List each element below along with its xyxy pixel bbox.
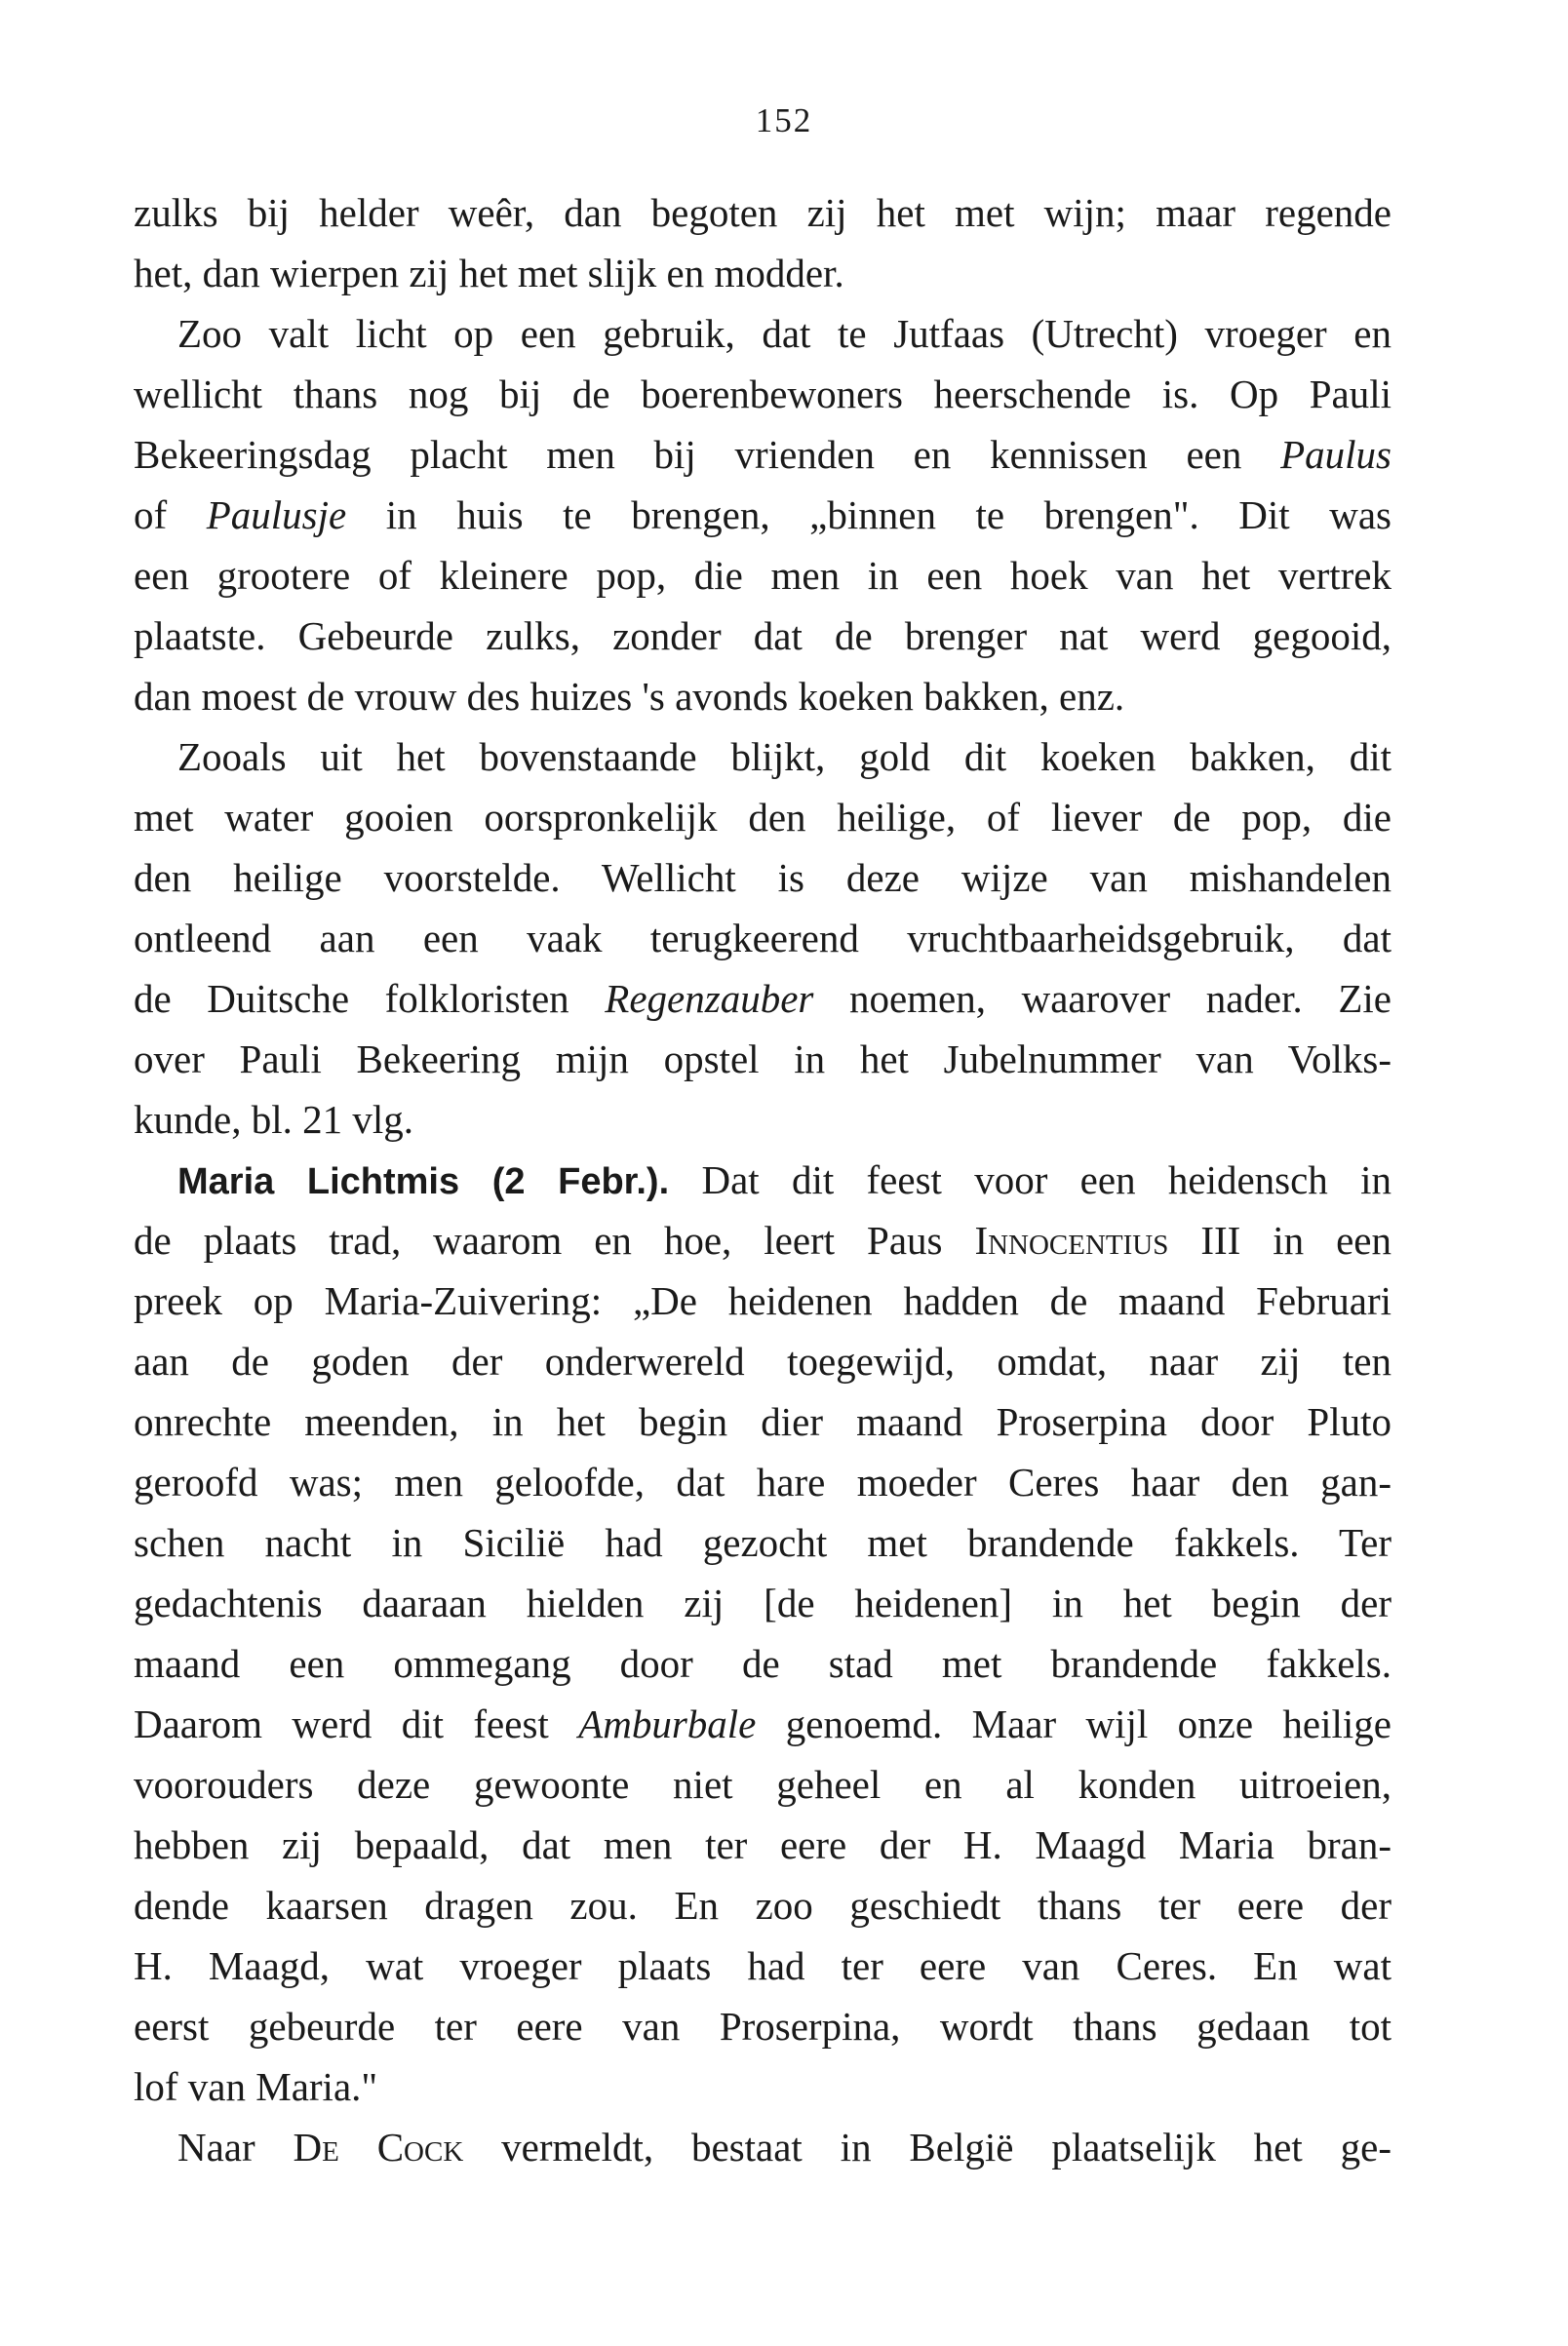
text-line [134,1029,1392,1089]
text-run: preek op Maria-Zuivering: „De heidenen hadden de maand Februari [134,1278,1392,1323]
text-run: over Pauli Bekeering mijn opstel in het Jubelnummer van Volks- [134,1036,1392,1081]
text-line [134,1452,1392,1512]
text-run: de Duitsche folkloristen [134,976,606,1021]
text-run: zulks bij helder weêr, dan begoten zij het met wijn; maar regende [134,190,1392,235]
text-line [134,545,1392,606]
text-line [134,182,1392,243]
text-line [177,2117,1392,2177]
text-run: gedachtenis daaraan hielden zij [de heidenen] in het begin der [134,1581,1392,1625]
text-line [134,1512,1392,1573]
italic-term: Paulusje [206,492,347,537]
text-run: noemen, waarover nader. Zie [813,976,1392,1021]
text-line [134,1633,1392,1694]
text-line [134,968,1392,1029]
text-line [134,1875,1392,1935]
text-line [134,1935,1392,1996]
text-line [134,1089,1392,1150]
text-run: het, dan wierpen zij het met slijk en modder. [134,251,844,295]
text-run: maand een ommegang door de stad met brandende fakkels. [134,1641,1392,1686]
text-run: H. Maagd, wat vroeger plaats had ter eere van Ceres. En wat [134,1943,1392,1988]
italic-term: Amburbale [578,1701,757,1746]
text-run: plaatste. Gebeurde zulks, zonder dat de brenger nat werd gegooid, [134,613,1392,658]
text-run: kunde, bl. 21 vlg. [134,1097,413,1142]
text-line [134,666,1392,726]
text-run: of [134,492,207,537]
text-run: Naar [177,2125,294,2170]
text-run: Zoo valt licht op een gebruik, dat te Jutfaas (Utrecht) vroeger en [177,311,1392,356]
text-line [134,1996,1392,2056]
text-run: een grootere of kleinere pop, die men in een hoek van het vertrek [134,553,1392,598]
text-run: vermeldt, bestaat in België plaatselijk het ge- [463,2125,1392,2170]
text-run: dan moest de vrouw des huizes 's avonds koeken bakken, enz. [134,674,1125,719]
text-run: dende kaarsen dragen zou. En zoo geschiedt thans ter eere der [134,1883,1392,1928]
text-run: III in een [1168,1218,1392,1263]
text-line [177,726,1392,787]
text-run: de plaats trad, waarom en hoe, leert Paus [134,1218,975,1263]
text-run: schen nacht in Sicilië had gezocht met brandende fakkels. Ter [134,1520,1392,1565]
text-run: ontleend aan een vaak terugkeerend vruchtbaarheidsgebruik, dat [134,916,1392,960]
page-number: 152 [755,101,813,139]
text-run: geroofd was; men geloofde, dat hare moeder Ceres haar den gan- [134,1460,1392,1505]
text-run: wellicht thans nog bij de boerenbewoners heerschende is. Op Pauli [134,371,1392,416]
author-name: Innocentius [974,1218,1169,1263]
text-line [134,243,1392,303]
text-run: met water gooien oorspronkelijk den heilige, of liever de pop, die [134,795,1392,840]
text-line [134,1815,1392,1875]
text-line [134,847,1392,908]
text-line [134,1754,1392,1815]
text-run: genoemd. Maar wijl onze heilige [756,1701,1392,1746]
text-line [134,1331,1392,1391]
text-run: Dat dit feest voor een heidensch in [669,1157,1392,1202]
text-line [134,908,1392,968]
text-line [134,1573,1392,1633]
text-run: lof van Maria." [134,2064,378,2109]
text-line [134,2056,1392,2117]
text-run: onrechte meenden, in het begin dier maand Proserpina door Pluto [134,1399,1392,1444]
text-run: Bekeeringsdag placht men bij vrienden en kennissen een [134,432,1281,477]
text-line [134,787,1392,847]
text-run: voorouders deze gewoonte niet geheel en al konden uitroeien, [134,1762,1392,1807]
text-line [134,606,1392,666]
text-line [134,1694,1392,1754]
text-run: in huis te brengen, „binnen te brengen". Dit was [346,492,1392,537]
text-line [134,1271,1392,1331]
text-line [134,1391,1392,1452]
text-run: hebben zij bepaald, dat men ter eere der H. Maagd Maria bran- [134,1822,1392,1867]
section-heading: Maria Lichtmis (2 Febr.). [177,1161,670,1202]
text-line [134,485,1392,545]
text-run: Daarom werd dit feest [134,1701,579,1746]
text-run: Zooals uit het bovenstaande blijkt, gold dit koeken bakken, dit [177,734,1392,779]
text-run: aan de goden der onderwereld toegewijd, omdat, naar zij ten [134,1339,1392,1384]
section-heading-line [177,1150,1392,1210]
text-run: eerst gebeurde ter eere van Proserpina, wordt thans gedaan tot [134,2004,1392,2049]
text-line [177,303,1392,364]
text-line [134,424,1392,485]
text-run: den heilige voorstelde. Wellicht is deze wijze van mishandelen [134,855,1392,900]
text-line [134,1210,1392,1271]
italic-term: Paulus [1280,432,1392,477]
italic-term: Regenzauber [605,976,814,1021]
text-line [134,364,1392,424]
author-name: De Cock [293,2125,464,2170]
